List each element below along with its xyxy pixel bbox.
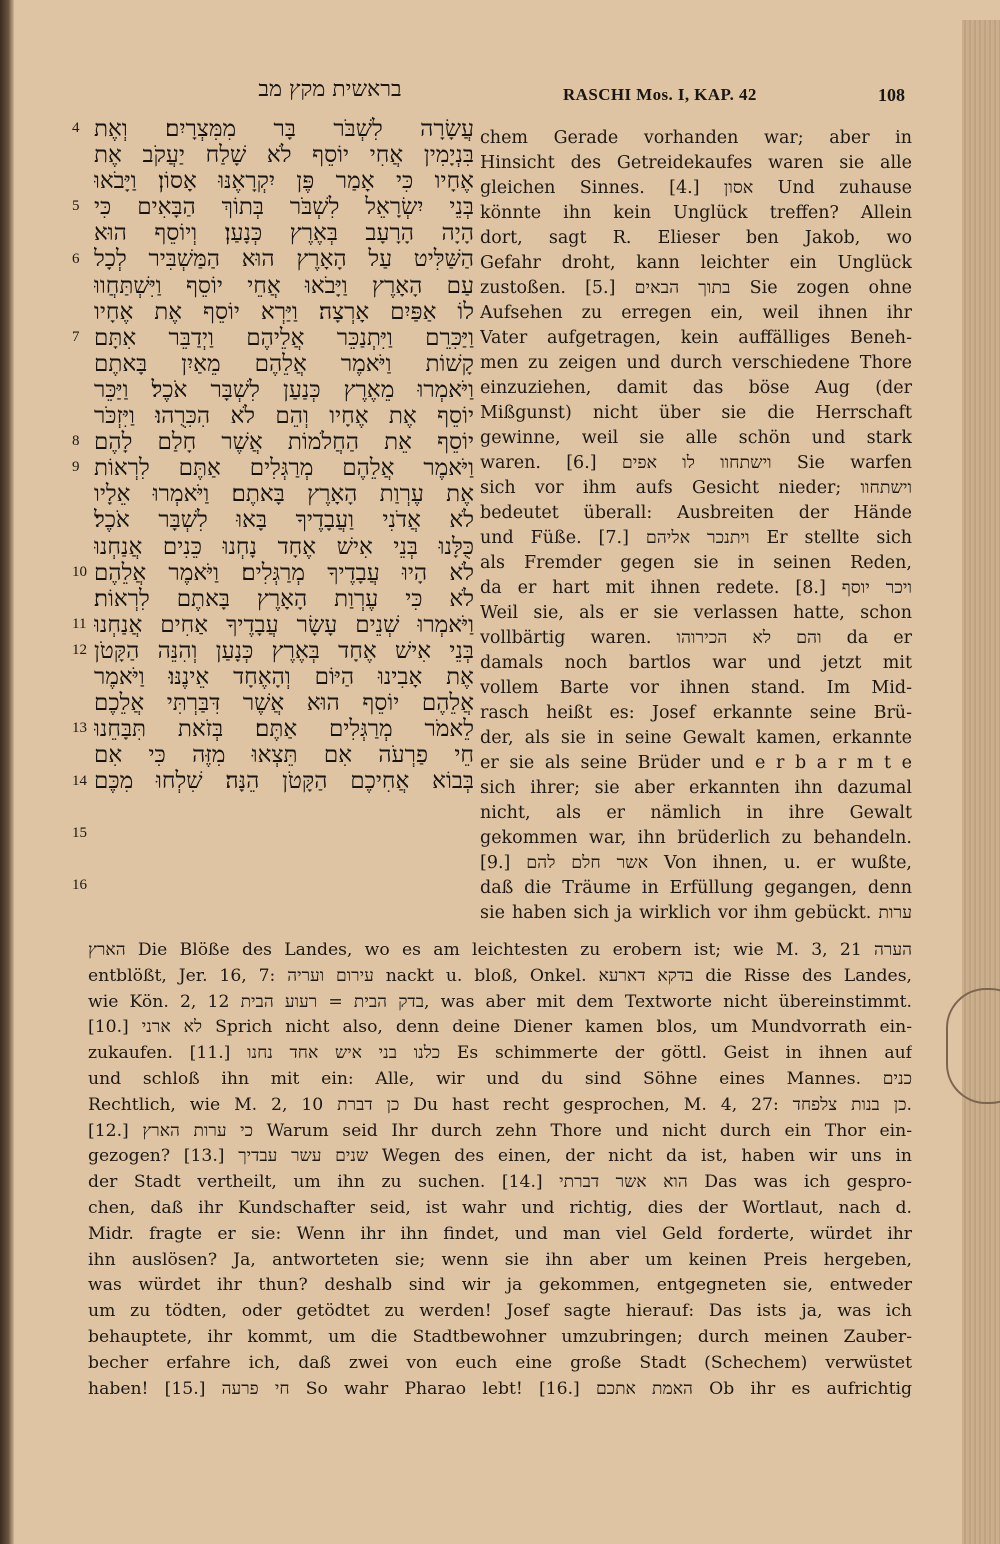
verse-number: 9 (72, 459, 80, 476)
commentary-line: zukaufen. [11.] כלנו בני איש אחד נחנו Es schimmerte der göttl. Geist in ihnen auf (88, 1043, 912, 1064)
hebrew-verse-line: אֶת אָבִינוּ הַיּוֹם וְהָאֶחָד אֵינֶנּוּ׃ וַיֹּאמֶר (94, 663, 474, 690)
commentary-line: chem Gerade vorhanden war; aber in (480, 128, 912, 148)
commentary-line: haben! [15.] חי פרעה So wahr Pharao lebt! [16.] האמת אתכם Ob ihr es aufrichtig (88, 1378, 912, 1399)
hebrew-verse-line: בְּנֵי אִישׁ אֶחָד בְּאֶרֶץ כְּנָעַן וְהִנֵּה הַקָּטֹן (94, 637, 474, 664)
hebrew-verse-line: הַשַּׁלִּיט עַל הָאָרֶץ הוּא הַמַּשְׁבִּיר לְכָל (94, 246, 474, 273)
commentary-line: bedeutet überall: Ausbreiten der Hände (480, 503, 912, 523)
hebrew-verse-line: אֶת עֶרְוַת הָאָרֶץ בָּאתֶם׃ וַיֹּאמְרוּ אֵלָיו (94, 481, 474, 508)
commentary-line: behauptete, ihr kommt, um die Stadtbewohner umzubringen; durch meinen Zauber- (88, 1326, 912, 1347)
commentary-line: Mißgunst) nicht über sie die Herrschaft (480, 403, 912, 423)
commentary-right-column (480, 126, 912, 926)
commentary-line: gewinne, weil sie alle schön und stark (480, 428, 912, 448)
commentary-line: chen, daß ihr Kundschafter seid, ist wahr und richtig, dies der Wortlaut, nach d. (88, 1197, 912, 1218)
commentary-line: sich vor ihm aufs Gesicht nieder; וישתחוו (480, 478, 912, 498)
commentary-line: Vater aufgetragen, kein auffälliges Beneh- (480, 328, 912, 348)
book-spine (0, 0, 14, 1544)
running-header-title: RASCHI Mos. I, KAP. 42 (563, 85, 757, 104)
commentary-line: becher erfahre ich, daß zwei von euch eine große Stadt (Schechem) verwüstet (88, 1352, 912, 1373)
hebrew-verse-line: יוֹסֵף אֵת הַחֲלֹמוֹת אֲשֶׁר חָלַם לָהֶם (94, 429, 474, 456)
commentary-line: Weil sie, als er sie verlassen hatte, schon (480, 603, 912, 623)
commentary-line: und schloß ihn mit ein: Alle, wir und du sind Söhne eines Mannes. כנים (88, 1068, 912, 1089)
verse-number: 16 (72, 876, 87, 893)
commentary-line: zustoßen. [5.] בתוך הבאים Sie zogen ohne (480, 278, 912, 298)
verse-number: 13 (72, 720, 87, 737)
hebrew-verse-line: עֲשָׂרָה לִשְׁבֹּר בָּר מִמִּצְרָיִם׃ וְאֶת (94, 116, 474, 142)
verse-number: 8 (72, 433, 80, 450)
commentary-line: gekommen war, ihn brüderlich zu behandeln. (480, 828, 912, 848)
hebrew-text-column (94, 116, 474, 794)
commentary-line: [10.] לא ארני Sprich nicht also, denn deine Diener kamen blos, um Mundvorrath ein- (88, 1017, 912, 1038)
commentary-line: könnte ihn kein Unglück treffen? Allein (480, 203, 912, 223)
hebrew-verse-line: וַיֹּאמְרוּ מֵאֶרֶץ כְּנַעַן לִשְׁבָּר אֹכֶל׃ וַיַּכֵּר (94, 376, 474, 403)
commentary-line: nicht, als er nämlich in ihre Gewalt (480, 803, 912, 823)
commentary-line: der Stadt vertheilt, um ihn zu suchen. [14.] הוא אשר דברתי Das was ich gespro- (88, 1172, 912, 1193)
hebrew-verse-line: לֹא כִּי עֶרְוַת הָאָרֶץ בָּאתֶם לִרְאוֹת׃ (94, 585, 474, 612)
commentary-full-width (88, 938, 912, 1402)
commentary-line: rasch heißt es: Josef erkannte seine Brü- (480, 703, 912, 723)
commentary-line: der, als sie in seine Gewalt kamen, erkannte (480, 728, 912, 748)
commentary-line: einzuziehen, damit das böse Aug (der (480, 378, 912, 398)
commentary-line: dort, sagt R. Elieser ben Jakob, wo (480, 228, 912, 248)
hebrew-verse-line: יוֹסֵף אֶת אֶחָיו וְהֵם לֹא הִכִּרֻהוּ׃ וַיִּזְכֹּר (94, 403, 474, 430)
verse-number: 15 (72, 824, 87, 841)
commentary-line: ihn auslösen? Ja, antworteten sie; wenn sie ihn aber um keinen Preis hergeben, (88, 1249, 912, 1270)
verse-number: 4 (72, 120, 80, 136)
hebrew-verse-line: חֵי פַרְעֹה אִם תֵּצְאוּ מִזֶּה כִּי אִם (94, 742, 474, 769)
commentary-line: Gefahr droht, kann leichter ein Unglück (480, 253, 912, 273)
hebrew-verse-line: אֶחָיו כִּי אָמַר פֶּן יִקְרָאֶנּוּ אָסוֹן׃ וַיָּבֹאוּ (94, 168, 474, 195)
commentary-line: als Fremder gegen sie in seinen Reden, (480, 553, 912, 573)
commentary-line: men zu zeigen und durch verschiedene Thore (480, 353, 912, 373)
hebrew-verse-line: בְּנֵי יִשְׂרָאֵל לִשְׁבֹּר בְּתוֹךְ הַבָּאִים כִּי (94, 194, 474, 221)
commentary-line: sie haben sich ja wirklich vor ihm gebückt. ערות (480, 903, 912, 923)
hebrew-verse-line: לוֹ אַפַּיִם אָרְצָה׃ וַיַּרְא יוֹסֵף אֶת אֶחָיו (94, 298, 474, 325)
commentary-line: gezogen? [13.] שנים עשר עבדיך Wegen des einen, der nicht da ist, haben wir uns in (88, 1146, 912, 1167)
commentary-line: Aufsehen zu erregen ein, weil ihnen ihr (480, 303, 912, 323)
verse-number: 5 (72, 198, 80, 215)
commentary-line: und Füße. [7.] ויתנכר אליהם Er stellte sich (480, 528, 912, 548)
hebrew-verse-line: לֹא אֲדֹנִי וַעֲבָדֶיךָ בָּאוּ לִשְׁבָּר אֹכֶל׃ (94, 507, 474, 534)
verse-number: 14 (72, 772, 87, 789)
commentary-line: daß die Träume in Erfüllung gegangen, denn (480, 878, 912, 898)
verse-number: 6 (72, 250, 80, 267)
commentary-line: damals noch bartlos war und jetzt mit (480, 653, 912, 673)
page-edges (962, 20, 1000, 1544)
commentary-line: um zu tödten, oder getödtet zu werden! Josef sagte hierauf: Das ists ja, was ich (88, 1301, 912, 1322)
commentary-line: Hinsicht des Getreidekaufes waren sie alle (480, 153, 912, 173)
commentary-line: sich ihrer; sie aber erkannten ihn dazumal (480, 778, 912, 798)
hebrew-verse-line: לֹא הָיוּ עֲבָדֶיךָ מְרַגְּלִים׃ וַיֹּאמֶר אֲלֵהֶם (94, 559, 474, 586)
verse-number: 12 (72, 642, 87, 658)
hebrew-verse-line: קָשׁוֹת וַיֹּאמֶר אֲלֵהֶם מֵאַיִן בָּאתֶם (94, 350, 474, 377)
commentary-line: was würdet ihr thun? deshalb sind wir ja gekommen, entgegneten sie, entweder (88, 1275, 912, 1296)
commentary-line: Rechtlich, wie M. 2, 10 כן דברת Du hast recht gesprochen, M. 4, 27: כן בנות צלפחד. (88, 1094, 912, 1115)
hebrew-verse-line: וַיֹּאמֶר אֲלֵהֶם מְרַגְּלִים אַתֶּם לִרְאוֹת (94, 455, 474, 482)
thumb-index-tab (946, 988, 1000, 1104)
commentary-line: vollbärtig waren. והם לא הכירוהו da er (480, 628, 912, 648)
commentary-line: הארץ Die Blöße des Landes, wo es am leichtesten zu erobern ist; wie M. 3, 21 הערה (88, 940, 912, 960)
hebrew-verse-line: הָיָה הָרָעָב בְּאֶרֶץ כְּנָעַן׃ וְיוֹסֵף הוּא (94, 220, 474, 247)
commentary-line: wie Kön. 2, 12 בדק הבית = רעוע הבית, was aber mit dem Textworte nicht übereinstimmt. (88, 991, 912, 1012)
hebrew-verse-line: לֵאמֹר מְרַגְּלִים אַתֶּם׃ בְּזֹאת תִּבָּחֵנוּ (94, 716, 474, 743)
verse-number: 11 (72, 615, 87, 632)
commentary-line: gleichen Sinnes. [4.] אסון Und zuhause (480, 178, 912, 198)
page-number: 108 (878, 85, 905, 105)
hebrew-verse-line: עַם הָאָרֶץ וַיָּבֹאוּ אֲחֵי יוֹסֵף וַיִּשְׁתַּחֲווּ (94, 272, 474, 299)
hebrew-verse-line: כֻּלָּנוּ בְּנֵי אִישׁ אֶחָד נָחְנוּ כֵּנִים אֲנַחְנוּ (94, 533, 474, 560)
commentary-line: [9.] אשר חלם להם Von ihnen, u. er wußte, (480, 853, 912, 873)
hebrew-verse-line: בְּבוֹא אֲחִיכֶם הַקָּטֹן הֵנָּה׃ שִׁלְחוּ מִכֶּם (94, 768, 474, 795)
commentary-line: er sie als seine Brüder und e r b a r m t e (480, 753, 912, 773)
hebrew-verse-line: וַיֹּאמְרוּ שְׁנֵים עָשָׂר עֲבָדֶיךָ אַחִים אֲנַחְנוּ (94, 611, 474, 638)
commentary-line: da er hart mit ihnen redete. [8.] ויכר יוסף (480, 578, 912, 598)
hebrew-running-header: בראשית מקץ מב (258, 77, 402, 102)
commentary-line: vollem Barte vor ihnen stand. Im Mid- (480, 678, 912, 698)
commentary-line: Midr. fragte er sie: Wenn ihr ihn findet, und man viel Geld forderte, würdet ihr (88, 1223, 912, 1244)
commentary-line: waren. [6.] וישתחוו לו אפים Sie warfen (480, 453, 912, 473)
hebrew-verse-line: וַיַּכִּרֵם וַיִּתְנַכֵּר אֲלֵיהֶם וַיְדַבֵּר אִתָּם (94, 324, 474, 351)
verse-number: 7 (72, 328, 80, 345)
commentary-line: [12.] כי ערות הארץ Warum seid Ihr durch zehn Thore und nicht durch ein Thor ein- (88, 1120, 912, 1141)
commentary-line: entblößt, Jer. 16, 7: עירום ועריה nackt u. bloß, Onkel. בדקא דארעא die Risse des Landes, (88, 965, 912, 986)
verse-number: 10 (72, 563, 87, 580)
hebrew-verse-line: אֲלֵהֶם יוֹסֵף הוּא אֲשֶׁר דִּבַּרְתִּי אֲלֵכֶם (94, 690, 474, 717)
hebrew-verse-line: בִּנְיָמִין אֲחִי יוֹסֵף לֹא שָׁלַח יַעֲקֹב אֶת (94, 142, 474, 169)
